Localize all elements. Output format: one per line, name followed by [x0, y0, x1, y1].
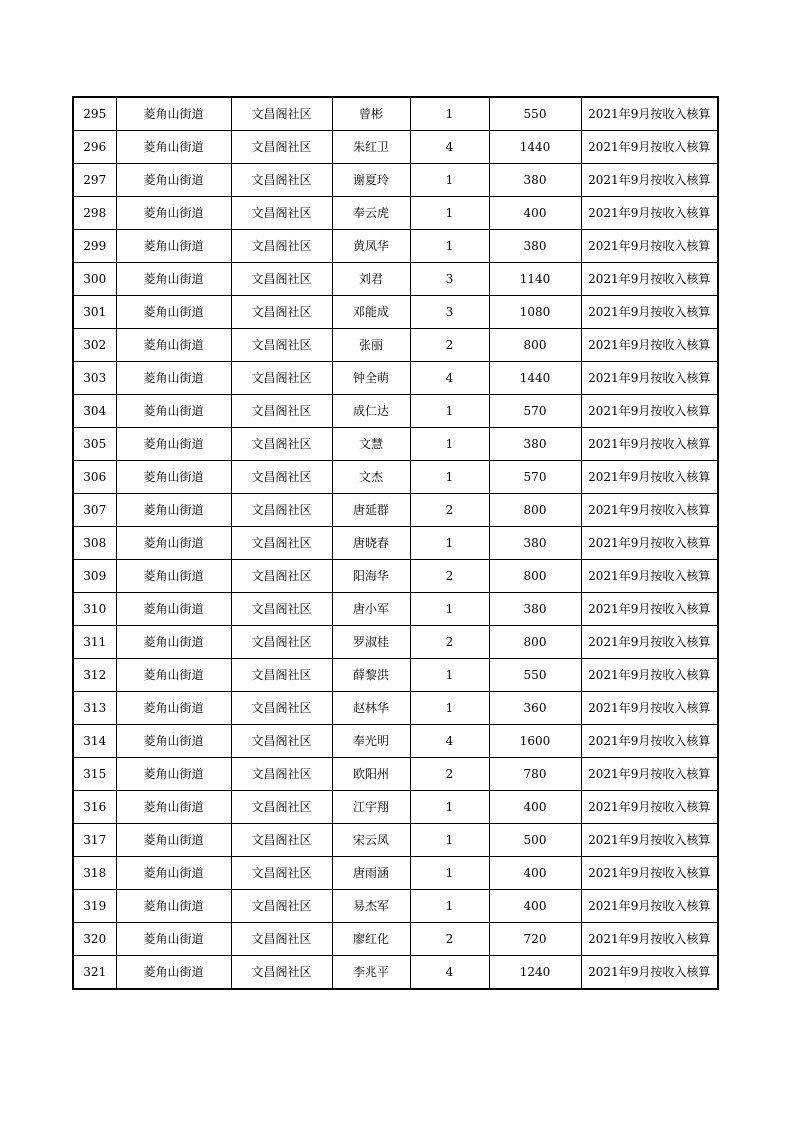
street-cell: 菱角山街道 [116, 197, 231, 230]
table-row [73, 395, 718, 428]
community-cell: 文昌阁社区 [231, 857, 332, 890]
table-row [73, 824, 718, 857]
community-cell: 文昌阁社区 [231, 97, 332, 131]
amount-cell: 380 [489, 593, 581, 626]
note-cell: 2021年9月按收入核算 [581, 329, 718, 362]
community-cell: 文昌阁社区 [231, 197, 332, 230]
household-size-cell: 1 [410, 164, 489, 197]
note-cell: 2021年9月按收入核算 [581, 230, 718, 263]
household-size-cell: 2 [410, 560, 489, 593]
note-cell: 2021年9月按收入核算 [581, 97, 718, 131]
table-row [73, 527, 718, 560]
street-cell: 菱角山街道 [116, 956, 231, 990]
name-cell: 易杰军 [332, 890, 410, 923]
street-cell: 菱角山街道 [116, 758, 231, 791]
amount-cell: 500 [489, 824, 581, 857]
name-cell: 刘君 [332, 263, 410, 296]
street-cell: 菱角山街道 [116, 527, 231, 560]
note-cell: 2021年9月按收入核算 [581, 758, 718, 791]
community-cell: 文昌阁社区 [231, 362, 332, 395]
table-row [73, 230, 718, 263]
household-size-cell: 1 [410, 97, 489, 131]
household-size-cell: 3 [410, 296, 489, 329]
row-number-cell: 313 [73, 692, 116, 725]
street-cell: 菱角山街道 [116, 131, 231, 164]
name-cell: 钟全萌 [332, 362, 410, 395]
amount-cell: 1440 [489, 131, 581, 164]
street-cell: 菱角山街道 [116, 659, 231, 692]
street-cell: 菱角山街道 [116, 626, 231, 659]
amount-cell: 1600 [489, 725, 581, 758]
note-cell: 2021年9月按收入核算 [581, 692, 718, 725]
street-cell: 菱角山街道 [116, 296, 231, 329]
household-size-cell: 3 [410, 263, 489, 296]
street-cell: 菱角山街道 [116, 923, 231, 956]
note-cell: 2021年9月按收入核算 [581, 164, 718, 197]
table-body [73, 97, 718, 989]
amount-cell: 1080 [489, 296, 581, 329]
note-cell: 2021年9月按收入核算 [581, 428, 718, 461]
row-number-cell: 311 [73, 626, 116, 659]
street-cell: 菱角山街道 [116, 857, 231, 890]
row-number-cell: 309 [73, 560, 116, 593]
row-number-cell: 321 [73, 956, 116, 990]
name-cell: 谢夏玲 [332, 164, 410, 197]
note-cell: 2021年9月按收入核算 [581, 725, 718, 758]
note-cell: 2021年9月按收入核算 [581, 527, 718, 560]
amount-cell: 380 [489, 428, 581, 461]
amount-cell: 550 [489, 659, 581, 692]
name-cell: 罗淑桂 [332, 626, 410, 659]
name-cell: 朱红卫 [332, 131, 410, 164]
row-number-cell: 296 [73, 131, 116, 164]
street-cell: 菱角山街道 [116, 362, 231, 395]
name-cell: 张丽 [332, 329, 410, 362]
street-cell: 菱角山街道 [116, 494, 231, 527]
note-cell: 2021年9月按收入核算 [581, 296, 718, 329]
row-number-cell: 302 [73, 329, 116, 362]
household-size-cell: 2 [410, 758, 489, 791]
community-cell: 文昌阁社区 [231, 956, 332, 990]
household-size-cell: 1 [410, 230, 489, 263]
community-cell: 文昌阁社区 [231, 494, 332, 527]
table-row [73, 659, 718, 692]
table-row [73, 725, 718, 758]
street-cell: 菱角山街道 [116, 725, 231, 758]
name-cell: 唐小军 [332, 593, 410, 626]
street-cell: 菱角山街道 [116, 692, 231, 725]
table-row [73, 428, 718, 461]
community-cell: 文昌阁社区 [231, 395, 332, 428]
household-size-cell: 1 [410, 791, 489, 824]
street-cell: 菱角山街道 [116, 824, 231, 857]
community-cell: 文昌阁社区 [231, 758, 332, 791]
community-cell: 文昌阁社区 [231, 725, 332, 758]
street-cell: 菱角山街道 [116, 890, 231, 923]
community-cell: 文昌阁社区 [231, 461, 332, 494]
amount-cell: 1440 [489, 362, 581, 395]
name-cell: 赵林华 [332, 692, 410, 725]
note-cell: 2021年9月按收入核算 [581, 362, 718, 395]
note-cell: 2021年9月按收入核算 [581, 824, 718, 857]
amount-cell: 400 [489, 857, 581, 890]
name-cell: 曾彬 [332, 97, 410, 131]
household-size-cell: 4 [410, 131, 489, 164]
street-cell: 菱角山街道 [116, 329, 231, 362]
name-cell: 文慧 [332, 428, 410, 461]
amount-cell: 800 [489, 494, 581, 527]
household-size-cell: 2 [410, 626, 489, 659]
household-size-cell: 1 [410, 890, 489, 923]
note-cell: 2021年9月按收入核算 [581, 890, 718, 923]
table-row [73, 923, 718, 956]
row-number-cell: 301 [73, 296, 116, 329]
table-row [73, 263, 718, 296]
amount-cell: 400 [489, 197, 581, 230]
amount-cell: 550 [489, 97, 581, 131]
household-size-cell: 1 [410, 428, 489, 461]
name-cell: 奉光明 [332, 725, 410, 758]
street-cell: 菱角山街道 [116, 395, 231, 428]
community-cell: 文昌阁社区 [231, 428, 332, 461]
row-number-cell: 298 [73, 197, 116, 230]
community-cell: 文昌阁社区 [231, 923, 332, 956]
note-cell: 2021年9月按收入核算 [581, 791, 718, 824]
table-row [73, 131, 718, 164]
household-size-cell: 1 [410, 395, 489, 428]
table-row [73, 494, 718, 527]
household-size-cell: 1 [410, 659, 489, 692]
street-cell: 菱角山街道 [116, 593, 231, 626]
row-number-cell: 304 [73, 395, 116, 428]
note-cell: 2021年9月按收入核算 [581, 461, 718, 494]
amount-cell: 800 [489, 560, 581, 593]
amount-cell: 800 [489, 329, 581, 362]
note-cell: 2021年9月按收入核算 [581, 263, 718, 296]
amount-cell: 380 [489, 527, 581, 560]
amount-cell: 380 [489, 164, 581, 197]
row-number-cell: 307 [73, 494, 116, 527]
community-cell: 文昌阁社区 [231, 131, 332, 164]
note-cell: 2021年9月按收入核算 [581, 857, 718, 890]
street-cell: 菱角山街道 [116, 791, 231, 824]
amount-cell: 400 [489, 791, 581, 824]
row-number-cell: 314 [73, 725, 116, 758]
table-row [73, 197, 718, 230]
community-cell: 文昌阁社区 [231, 164, 332, 197]
street-cell: 菱角山街道 [116, 461, 231, 494]
name-cell: 成仁达 [332, 395, 410, 428]
note-cell: 2021年9月按收入核算 [581, 197, 718, 230]
household-size-cell: 1 [410, 857, 489, 890]
name-cell: 江宇翔 [332, 791, 410, 824]
row-number-cell: 299 [73, 230, 116, 263]
name-cell: 薛黎洪 [332, 659, 410, 692]
community-cell: 文昌阁社区 [231, 890, 332, 923]
table-row [73, 296, 718, 329]
row-number-cell: 297 [73, 164, 116, 197]
street-cell: 菱角山街道 [116, 263, 231, 296]
community-cell: 文昌阁社区 [231, 230, 332, 263]
community-cell: 文昌阁社区 [231, 659, 332, 692]
amount-cell: 400 [489, 890, 581, 923]
note-cell: 2021年9月按收入核算 [581, 659, 718, 692]
household-size-cell: 1 [410, 461, 489, 494]
note-cell: 2021年9月按收入核算 [581, 131, 718, 164]
row-number-cell: 308 [73, 527, 116, 560]
name-cell: 欧阳州 [332, 758, 410, 791]
amount-cell: 1140 [489, 263, 581, 296]
amount-cell: 570 [489, 461, 581, 494]
household-size-cell: 1 [410, 527, 489, 560]
table-row [73, 593, 718, 626]
table-row [73, 956, 718, 990]
table-row [73, 362, 718, 395]
street-cell: 菱角山街道 [116, 97, 231, 131]
table-row [73, 857, 718, 890]
row-number-cell: 315 [73, 758, 116, 791]
community-cell: 文昌阁社区 [231, 692, 332, 725]
name-cell: 文杰 [332, 461, 410, 494]
household-size-cell: 4 [410, 362, 489, 395]
note-cell: 2021年9月按收入核算 [581, 626, 718, 659]
table-row [73, 164, 718, 197]
table-row [73, 626, 718, 659]
household-size-cell: 2 [410, 494, 489, 527]
row-number-cell: 320 [73, 923, 116, 956]
household-size-cell: 4 [410, 725, 489, 758]
row-number-cell: 295 [73, 97, 116, 131]
household-size-cell: 2 [410, 923, 489, 956]
amount-cell: 780 [489, 758, 581, 791]
street-cell: 菱角山街道 [116, 560, 231, 593]
household-size-cell: 2 [410, 329, 489, 362]
household-size-cell: 1 [410, 692, 489, 725]
household-size-cell: 1 [410, 824, 489, 857]
amount-cell: 380 [489, 230, 581, 263]
name-cell: 唐晓春 [332, 527, 410, 560]
community-cell: 文昌阁社区 [231, 527, 332, 560]
table-row [73, 890, 718, 923]
row-number-cell: 316 [73, 791, 116, 824]
amount-cell: 720 [489, 923, 581, 956]
household-size-cell: 1 [410, 197, 489, 230]
street-cell: 菱角山街道 [116, 230, 231, 263]
table-row [73, 97, 718, 131]
row-number-cell: 300 [73, 263, 116, 296]
name-cell: 奉云虎 [332, 197, 410, 230]
row-number-cell: 310 [73, 593, 116, 626]
note-cell: 2021年9月按收入核算 [581, 593, 718, 626]
table-row [73, 560, 718, 593]
table-row [73, 791, 718, 824]
row-number-cell: 306 [73, 461, 116, 494]
name-cell: 廖红化 [332, 923, 410, 956]
name-cell: 邓能成 [332, 296, 410, 329]
note-cell: 2021年9月按收入核算 [581, 494, 718, 527]
name-cell: 黄凤华 [332, 230, 410, 263]
table-row [73, 692, 718, 725]
household-size-cell: 1 [410, 593, 489, 626]
table-row [73, 758, 718, 791]
name-cell: 唐雨涵 [332, 857, 410, 890]
community-cell: 文昌阁社区 [231, 791, 332, 824]
table-row [73, 329, 718, 362]
note-cell: 2021年9月按收入核算 [581, 395, 718, 428]
name-cell: 唐延群 [332, 494, 410, 527]
name-cell: 宋云凤 [332, 824, 410, 857]
amount-cell: 570 [489, 395, 581, 428]
household-size-cell: 4 [410, 956, 489, 990]
community-cell: 文昌阁社区 [231, 824, 332, 857]
row-number-cell: 317 [73, 824, 116, 857]
row-number-cell: 318 [73, 857, 116, 890]
street-cell: 菱角山街道 [116, 428, 231, 461]
row-number-cell: 319 [73, 890, 116, 923]
assistance-table [72, 96, 719, 990]
row-number-cell: 305 [73, 428, 116, 461]
community-cell: 文昌阁社区 [231, 263, 332, 296]
table-row [73, 461, 718, 494]
amount-cell: 800 [489, 626, 581, 659]
community-cell: 文昌阁社区 [231, 593, 332, 626]
note-cell: 2021年9月按收入核算 [581, 923, 718, 956]
row-number-cell: 303 [73, 362, 116, 395]
row-number-cell: 312 [73, 659, 116, 692]
community-cell: 文昌阁社区 [231, 560, 332, 593]
community-cell: 文昌阁社区 [231, 329, 332, 362]
name-cell: 李兆平 [332, 956, 410, 990]
note-cell: 2021年9月按收入核算 [581, 956, 718, 990]
amount-cell: 360 [489, 692, 581, 725]
name-cell: 阳海华 [332, 560, 410, 593]
street-cell: 菱角山街道 [116, 164, 231, 197]
community-cell: 文昌阁社区 [231, 296, 332, 329]
amount-cell: 1240 [489, 956, 581, 990]
note-cell: 2021年9月按收入核算 [581, 560, 718, 593]
community-cell: 文昌阁社区 [231, 626, 332, 659]
